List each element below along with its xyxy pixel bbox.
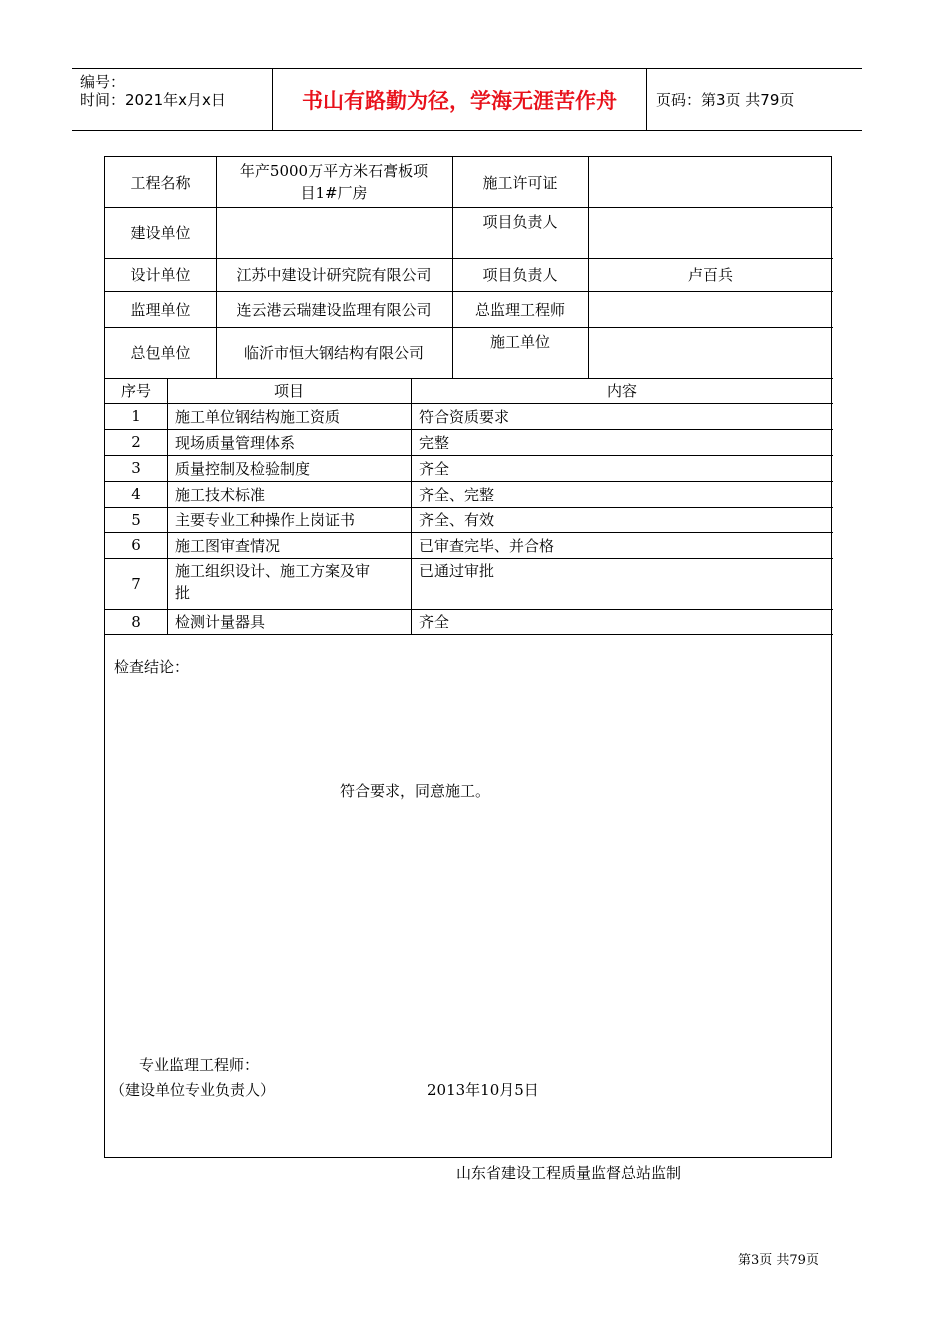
row-item: 施工技术标准 [175, 485, 266, 504]
chief-engineer-label: 总监理工程师 [474, 300, 565, 319]
design-pm-label: 项目负责人 [482, 266, 558, 284]
project-name-label: 工程名称 [130, 173, 191, 192]
builder-pm-label: 项目负责人 [482, 213, 558, 231]
owner-label: （建设单位专业负责人） [110, 1081, 276, 1099]
issuer-note: 山东省建设工程质量监督总站监制 [456, 1164, 682, 1182]
row-item: 现场质量管理体系 [175, 433, 296, 452]
supervisor-value: 连云港云瑞建设监理有限公司 [236, 300, 432, 319]
row-no: 6 [131, 536, 141, 554]
engineer-label: 专业监理工程师： [139, 1056, 260, 1074]
row-content: 已通过审批 [419, 562, 495, 580]
design-label: 设计单位 [130, 266, 191, 284]
row-content: 已审查完毕、并合格 [419, 536, 555, 555]
row-item: 施工单位钢结构施工资质 [175, 407, 341, 426]
header-motto: 书山有路勤为径，学海无涯苦作舟 [273, 69, 647, 130]
inspection-form [104, 156, 832, 1158]
page-footer: 第3页 共79页 [738, 1253, 819, 1268]
row-no: 2 [131, 433, 141, 451]
project-name-line1: 年产5000万平方米石膏板项 [239, 162, 429, 180]
row-item: 主要专业工种操作上岗证书 [175, 511, 356, 529]
row-no: 3 [131, 459, 141, 477]
permit-label: 施工许可证 [482, 173, 558, 192]
supervisor-label: 监理单位 [130, 300, 191, 319]
col-item-header: 项目 [273, 382, 304, 400]
builder-value [216, 207, 452, 258]
conclusion-label: 检查结论： [114, 658, 190, 676]
row-content: 齐全、完整 [419, 485, 495, 504]
row-no: 8 [131, 612, 141, 631]
row-no: 5 [131, 510, 141, 529]
row-no: 7 [131, 574, 141, 593]
builder-label: 建设单位 [130, 224, 191, 242]
number-label: 编号： [80, 73, 126, 91]
row-item [167, 559, 411, 609]
row-content: 齐全 [419, 613, 450, 631]
col-content-header: 内容 [606, 382, 637, 400]
date-line: 时间：2021年x月x日 [80, 91, 226, 109]
row-content: 完整 [419, 433, 450, 452]
row-no: 4 [131, 485, 141, 503]
document-header [72, 68, 862, 131]
builder-pm-value [588, 207, 833, 258]
conclusion-text: 符合要求，同意施工。 [340, 782, 491, 800]
design-value: 江苏中建设计研究院有限公司 [236, 266, 432, 284]
row-item: 检测计量器具 [175, 613, 266, 631]
contractor-label: 总包单位 [130, 344, 191, 362]
header-meta [72, 69, 273, 130]
chief-engineer-value [588, 291, 833, 327]
construction-unit-value [588, 327, 833, 378]
col-no-header: 序号 [120, 382, 151, 400]
design-pm-value: 卢百兵 [687, 266, 733, 284]
row-content: 齐全、有效 [419, 511, 495, 529]
row-content: 齐全 [419, 459, 450, 478]
header-page-info: 页码：第3页 共79页 [656, 91, 795, 109]
row-item: 施工图审查情况 [175, 536, 281, 555]
row-item: 质量控制及检验制度 [175, 459, 311, 478]
contractor-value: 临沂市恒大钢结构有限公司 [243, 344, 424, 362]
row-item-line1: 施工组织设计、施工方案及审 [175, 562, 371, 580]
row-content: 符合资质要求 [419, 407, 510, 426]
row-item-line2: 批 [175, 584, 191, 602]
project-name-line2: 目1#厂房 [300, 184, 368, 202]
project-name-value [216, 157, 452, 207]
permit-value [588, 157, 833, 207]
row-no: 1 [131, 407, 141, 425]
construction-unit-label: 施工单位 [489, 333, 550, 351]
conclusion-date: 2013年10月5日 [427, 1081, 539, 1099]
